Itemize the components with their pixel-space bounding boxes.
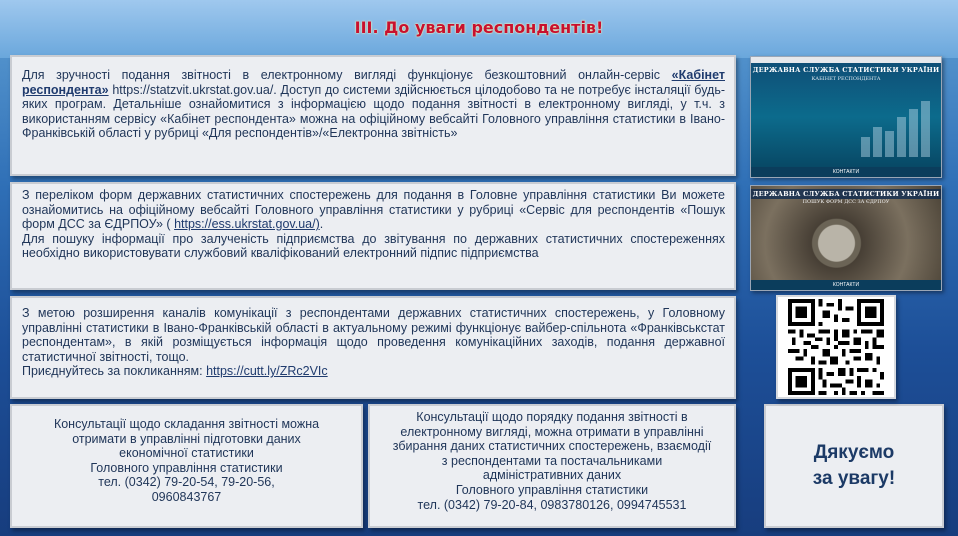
- consult-line: електронному вигляді, можна отримати в управлінні: [400, 424, 704, 439]
- consult-line: збирання даних статистичних спостережень, взаємодії: [392, 439, 712, 454]
- screenshot-title: ДЕРЖАВНА СЛУЖБА СТАТИСТИКИ УКРАЇНИ: [752, 190, 940, 198]
- forms-search-panel: [10, 182, 736, 290]
- thanks-panel: [764, 404, 944, 528]
- screenshot-subtitle: ПОШУК ФОРМ ДСС ЗА ЄДРПОУ: [802, 199, 890, 205]
- page-title: ІІІ. До уваги респондентів!: [354, 18, 604, 37]
- consult-line: Головного управління статистики: [455, 482, 649, 497]
- qr-code-icon: [788, 299, 884, 395]
- screenshot-footer-label: КОНТАКТИ: [832, 282, 860, 288]
- consult-line: тел. (0342) 79-20-54, 79-20-56,: [98, 475, 275, 490]
- online-service-panel: [10, 55, 736, 176]
- screenshot-subtitle: КАБІНЕТ РЕСПОНДЕНТА: [811, 76, 881, 82]
- viber-link[interactable]: https://cutt.ly/ZRc2VIc: [206, 364, 328, 379]
- screenshot-footer-label: КОНТАКТИ: [832, 169, 860, 175]
- consult-line: отримати в управлінні підготовки даних: [72, 431, 301, 446]
- respondent-cabinet-screenshot: [750, 56, 942, 178]
- panel-text: Приєднуйтесь за покликанням:: [22, 364, 207, 379]
- forms-search-screenshot: [750, 185, 942, 291]
- consult-line: тел. (0342) 79-20-84, 0983780126, 0994745531: [417, 497, 687, 512]
- consult-line: Консультації щодо складання звітності можна: [53, 417, 320, 431]
- qr-code: [776, 295, 896, 399]
- screenshot-title: ДЕРЖАВНА СЛУЖБА СТАТИСТИКИ УКРАЇНИ: [752, 66, 940, 74]
- consult-line: економічної статистики: [119, 446, 254, 461]
- consultation-panel-economic: [10, 404, 363, 528]
- consult-line: Головного управління статистики: [90, 460, 283, 475]
- panel-text: З метою розширення каналів комунікації з респондентами державних статистичних спостережень, у Головному управлінні статистики в Івано-Франківській області в актуальному режимі функціонує вайбер-спільнота «Франківськстат респондентам», в якій розміщується інформація щодо проведення комунікаційних заходів, подання державної статистичної звітності, тощо.: [22, 306, 725, 364]
- panel-text: https://statzvit.ukrstat.gov.ua/. Доступ до системи здійснюється цілодобово та не потребує інсталяції будь-яких програм. Детальніше ознайомитися з інформацією щодо подання звітності в електронному вигляді, у т.ч. з використанням сервісу «Кабінет респондента» можна на офіційному вебсайті Головного управління статистики в Івано-Франківській області у рубриці «Для респондентів»/«Електронна звітність»: [22, 82, 725, 141]
- consult-line: адміністративних даних: [482, 468, 622, 483]
- respondent-cabinet-link[interactable]: «Кабінет респондента»: [22, 68, 725, 97]
- ess-link[interactable]: https://ess.ukrstat.gov.ua/): [174, 217, 320, 232]
- viber-community-panel: [10, 296, 736, 399]
- panel-text: З переліком форм державних статистичних спостережень для подання в Головне управління статистики Ви можете ознайомитись на офіційному вебсайті Головного управління статистики у рубриці «Сервіс для респондентів «Пошук форм ДСС за ЄДРПОУ» (: [22, 188, 725, 232]
- panel-text: Для пошуку інформації про залученість підприємства до звітування по державних статистичних спостереженнях необхідно використовувати службовий кваліфікований електронний підпис підприємства: [22, 231, 725, 261]
- decorative-bars: [861, 97, 937, 157]
- panel-text: Для зручності подання звітності в електронному вигляді функціонує безкоштовний онлайн-сервіс: [22, 68, 672, 82]
- consult-line: Консультації щодо порядку подання звітності в: [416, 410, 688, 424]
- consult-line: 0960843767: [151, 489, 222, 504]
- panel-text: .: [319, 217, 324, 232]
- thanks-line-2: за увагу!: [812, 468, 896, 489]
- thanks-line-1: Дякуємо: [813, 442, 895, 463]
- consultation-panel-electronic: [368, 404, 736, 528]
- consult-line: з респондентами та постачальниками: [441, 453, 663, 468]
